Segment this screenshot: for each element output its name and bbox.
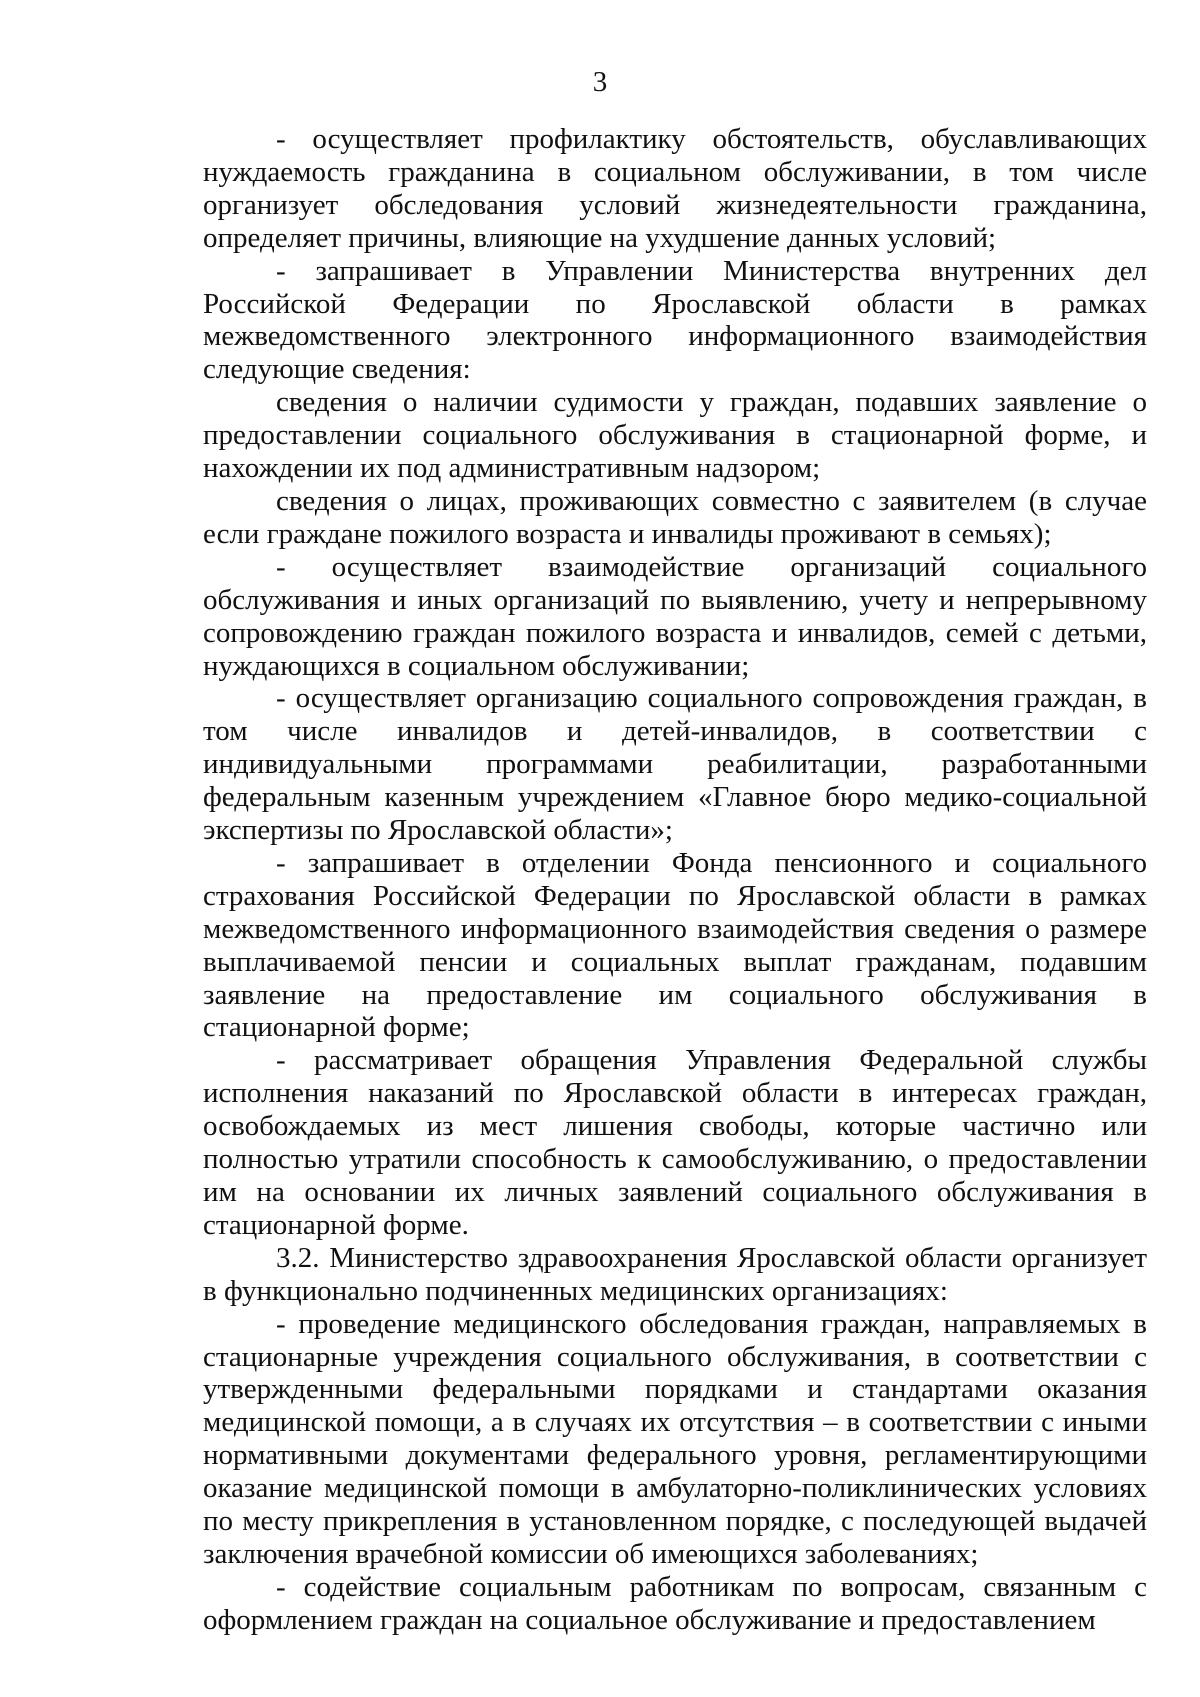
paragraph: - осуществляет организацию социального сопровождения граждан, в том числе инвалидов и детей-инвалидов, в соответствии с индивидуальными программами реабилитации, разработанными федеральным казенным учреждением «Главное бюро медико-социальной экспертизы по Ярославской области»; xyxy=(203,682,1147,847)
paragraph: сведения о наличии судимости у граждан, подавших заявление о предоставлении социального обслуживания в стационарной форме, и нахождении их под административным надзором; xyxy=(203,386,1147,485)
paragraph: сведения о лицах, проживающих совместно с заявителем (в случае если граждане пожилого возраста и инвалиды проживают в семьях); xyxy=(203,484,1147,550)
document-body xyxy=(203,123,1147,1637)
paragraph: 3.2. Министерство здравоохранения Ярославской области организует в функционально подчиненных медицинских организациях: xyxy=(203,1241,1147,1307)
paragraph: - содействие социальным работникам по вопросам, связанным с оформлением граждан на социальное обслуживание и предоставлением xyxy=(203,1570,1147,1636)
page-number: 3 xyxy=(592,66,608,98)
paragraph: - осуществляет профилактику обстоятельств, обуславливающих нуждаемость гражданина в социальном обслуживании, в том числе организует обследования условий жизнедеятельности гражданина, определяет причины, влияющие на ухудшение данных условий; xyxy=(203,123,1147,254)
paragraph: - запрашивает в Управлении Министерства внутренних дел Российской Федерации по Ярославской области в рамках межведомственного электронного информационного взаимодействия следующие сведения: xyxy=(203,254,1147,386)
paragraph: - рассматривает обращения Управления Федеральной службы исполнения наказаний по Ярославской области в интересах граждан, освобождаемых из мест лишения свободы, которые частично или полностью утратили способность к самообслуживанию, о предоставлении им на основании их личных заявлений социального обслуживания в стационарной форме. xyxy=(203,1044,1147,1241)
paragraph: - осуществляет взаимодействие организаций социального обслуживания и иных организаций по выявлению, учету и непрерывному сопровождению граждан пожилого возраста и инвалидов, семей с детьми, нуждающихся в социальном обслуживании; xyxy=(203,550,1147,682)
paragraph: - запрашивает в отделении Фонда пенсионного и социального страхования Российской Федерации по Ярославской области в рамках межведомственного информационного взаимодействия сведения о размере выплачиваемой пенсии и социальных выплат гражданам, подавшим заявление на предоставление им социального обслуживания в стационарной форме; xyxy=(203,846,1147,1044)
paragraph: - проведение медицинского обследования граждан, направляемых в стационарные учреждения социального обслуживания, в соответствии с утвержденными федеральными порядками и стандартами оказания медицинской помощи, а в случаях их отсутствия – в соответствии с иными нормативными документами федерального уровня, регламентирующими оказание медицинской помощи в амбулаторно-поликлинических условиях по месту прикрепления в установленном порядке, с последующей выдачей заключения врачебной комиссии об имеющихся заболеваниях; xyxy=(203,1307,1147,1570)
